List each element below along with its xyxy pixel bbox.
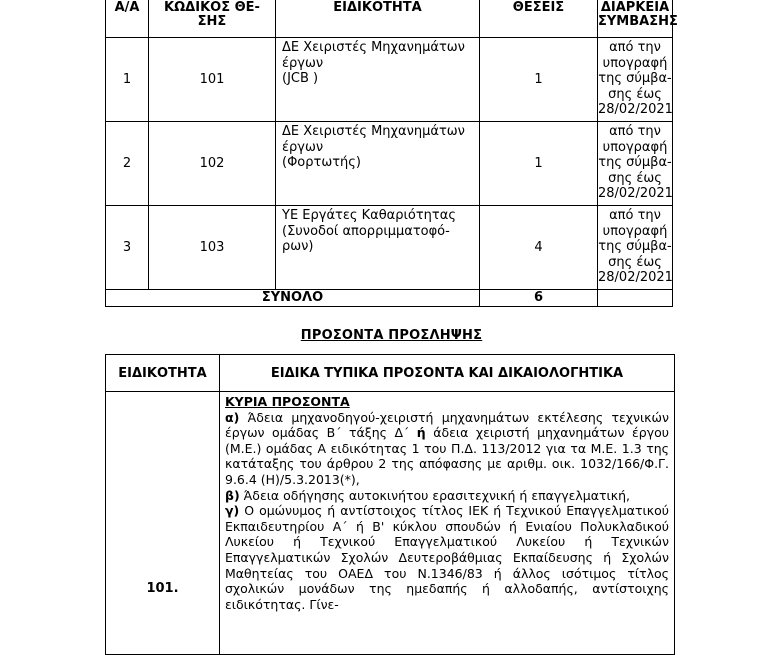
header-code: [149, 0, 276, 38]
cell-specialty: ΔΕ Χειριστές Μηχανημάτων έργων (Φορτωτής): [276, 122, 480, 206]
item-a-text-2: άδεια χειριστή μηχανημάτων έργου (Μ.Ε.) ομάδας Α ειδικότητας 1 του Π.Δ. 113/2012 για τα Μ.Ε. 1.3 της κατάταξης του άρθρου 2 της απόφασης με αριθμ. οικ. 1032/166/Φ.Γ. 9.6.4 (Η)/5.3.2013(*),: [225, 425, 669, 487]
cell-duration: από την υπογραφή της σύμβα- σης έως 28/02/2021: [598, 206, 673, 290]
requirements-heading: ΠΡΟΣΟΝΤΑ ΠΡΟΣΛΗΨΗΣ: [300, 328, 483, 343]
cell-duration: από την υπογραφή της σύμβα- σης έως 28/02/2021: [598, 38, 673, 122]
table-row: [106, 206, 673, 290]
header-specialty: ΕΙΔΙΚΟΤΗΤΑ: [276, 0, 480, 38]
item-a-text-1: Άδεια μηχανοδηγού-χειριστή μηχανημάτων εκτέλεσης τεχνικών έργων ομάδας Β΄ τάξης Δ΄: [225, 409, 669, 441]
cell-code: 103: [149, 206, 276, 290]
requirements-row-code: 101.: [106, 392, 220, 655]
header-req-requirements: ΕΙΔΙΚΑ ΤΥΠΙΚΑ ΠΡΟΣΟΝΤΑ ΚΑΙ ΔΙΚΑΙΟΛΟΓΗΤΙΚΑ: [220, 355, 675, 392]
cell-aa: 1: [106, 38, 149, 122]
header-aa: Α/Α: [106, 0, 149, 38]
total-label: ΣΥΝΟΛΟ: [106, 290, 480, 307]
requirement-item-a: [225, 410, 669, 488]
item-a-or: ή: [416, 425, 426, 441]
total-value: 6: [480, 290, 598, 307]
header-seats: ΘΕΣΕΙΣ: [480, 0, 598, 38]
header-code-text: ΚΩΔΙΚΟΣ ΘΕ- ΣΗΣ: [164, 0, 260, 29]
table-row: [106, 122, 673, 206]
header-duration: [598, 0, 678, 38]
cell-seats: 1: [480, 122, 598, 206]
main-requirements-title: ΚΥΡΙΑ ΠΡΟΣΟΝΤΑ: [225, 394, 350, 409]
item-c-label: γ): [225, 503, 240, 519]
positions-table: [105, 0, 678, 307]
total-row: [106, 290, 673, 307]
cell-aa: 3: [106, 206, 149, 290]
total-empty-cell: [598, 290, 673, 307]
item-b-label: β): [225, 487, 240, 503]
requirement-item-c: [225, 503, 669, 612]
cell-specialty: ΥΕ Εργάτες Καθαριότητας (Συνοδοί απορριμματοφό- ρων): [276, 206, 480, 290]
cell-code: 102: [149, 122, 276, 206]
item-a-label: α): [225, 409, 240, 425]
requirements-body: [220, 392, 675, 655]
header-duration-text: ΔΙΑΡΚΕΙΑ ΣΥΜΒΑΣΗΣ: [598, 0, 678, 29]
cell-aa: 2: [106, 122, 149, 206]
positions-header-row: [106, 0, 673, 38]
item-b-text: Άδεια οδήγησης αυτοκινήτου ερασιτεχνική ή επαγγελματική,: [239, 487, 631, 503]
requirements-header-row: [106, 355, 675, 392]
cell-seats: 4: [480, 206, 598, 290]
cell-duration: από την υπογραφή της σύμβα- σης έως 28/02/2021: [598, 122, 673, 206]
cell-code: 101: [149, 38, 276, 122]
table-row: [106, 392, 675, 655]
table-row: [106, 38, 673, 122]
header-req-specialty: ΕΙΔΙΚΟΤΗΤΑ: [106, 355, 220, 392]
cell-specialty: ΔΕ Χειριστές Μηχανημάτων έργων (JCB ): [276, 38, 480, 122]
requirement-item-b: [225, 488, 669, 504]
requirements-table: [105, 354, 675, 655]
cell-seats: 1: [480, 38, 598, 122]
item-c-text: Ο ομώνυμος ή αντίστοιχος τίτλος ΙΕΚ ή Τεχνικού Επαγγελματικού Εκπαιδευτηρίου Α΄ ή Β' κύκλου σπουδών ή Ενιαίου Πολυκλαδικού Λυκείου ή Τεχνικού Επαγγελματικού Λυκείου ή Τεχνικών Επαγγελματικών Σχολών Δευτεροβάθμιας Εκπαίδευσης ή Σχολών Μαθητείας του ΟΑΕΔ του Ν.1346/83 ή άλλος ισότιμος τίτλος σχολικών μονάδων της ημεδαπής ή αλλοδαπής, αντίστοιχης ειδικότητας. Γίνε-: [225, 503, 669, 612]
